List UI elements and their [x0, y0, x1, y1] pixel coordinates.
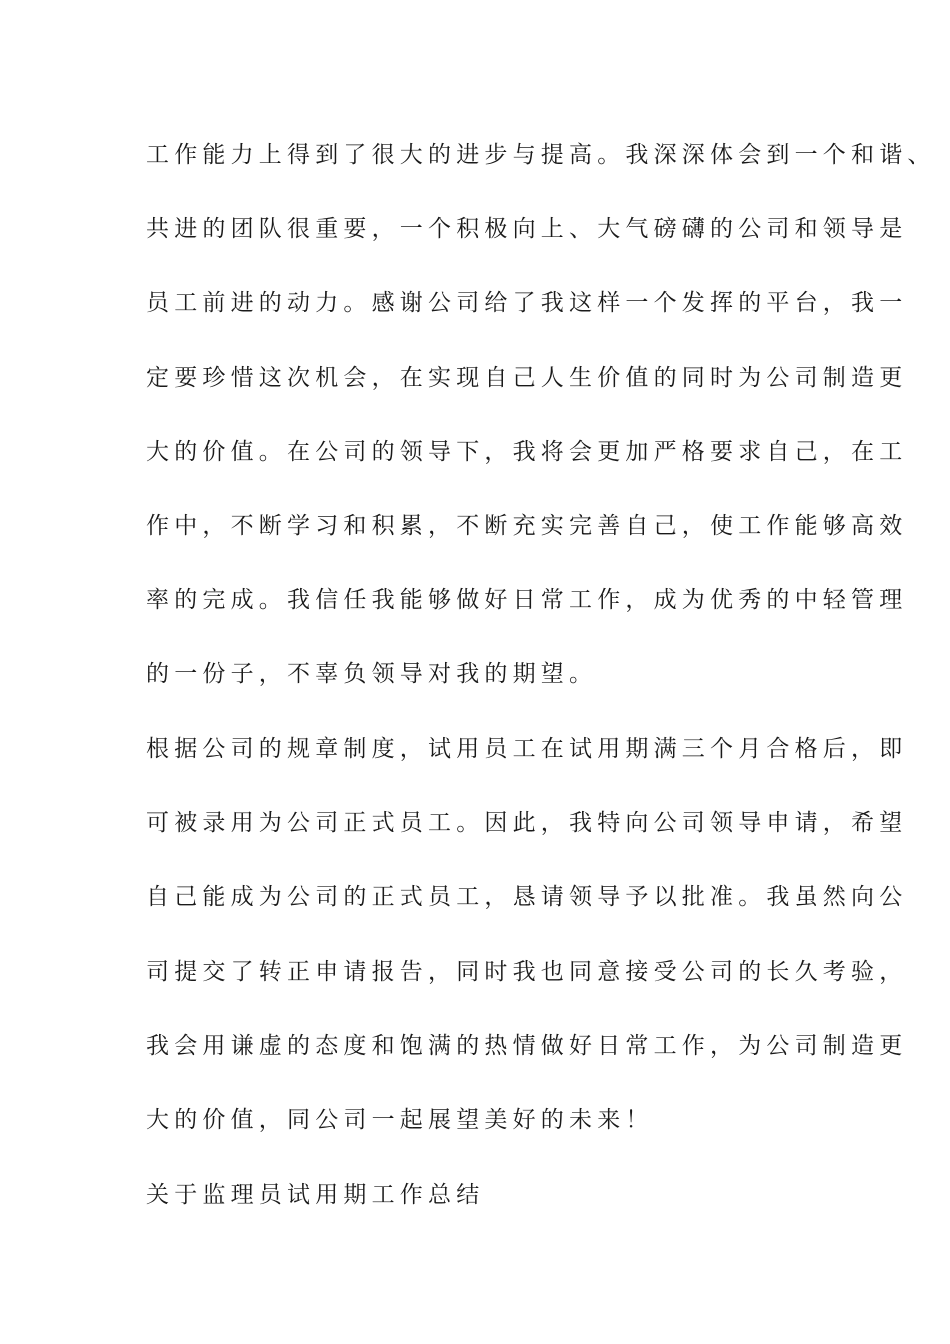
paragraph-2-line-2: 可被录用为公司正式员工。因此，我特向公司领导申请，希望 — [146, 810, 908, 836]
paragraph-2-line-1: 根据公司的规章制度，试用员工在试用期满三个月合格后，即 — [146, 736, 908, 762]
paragraph-1-line-1: 工作能力上得到了很大的进步与提高。我深深体会到一个和谐、 — [146, 142, 936, 168]
paragraph-2-line-6: 大的价值，同公司一起展望美好的未来！ — [146, 1107, 654, 1133]
paragraph-1-line-4: 定要珍惜这次机会，在实现自己人生价值的同时为公司制造更 — [146, 365, 908, 391]
next-section-title: 关于监理员试用期工作总结 — [146, 1182, 485, 1208]
paragraph-1-line-3: 员工前进的动力。感谢公司给了我这样一个发挥的平台，我一 — [146, 290, 908, 316]
paragraph-1-line-6: 作中，不断学习和积累，不断充实完善自己，使工作能够高效 — [146, 513, 908, 539]
paragraph-1-line-8: 的一份子，不辜负领导对我的期望。 — [146, 661, 598, 687]
paragraph-2-line-4: 司提交了转正申请报告，同时我也同意接受公司的长久考验， — [146, 959, 908, 985]
paragraph-1-line-7: 率的完成。我信任我能够做好日常工作，成为优秀的中轻管理 — [146, 587, 908, 613]
paragraph-1-line-2: 共进的团队很重要，一个积极向上、大气磅礴的公司和领导是 — [146, 216, 908, 242]
paragraph-2-line-3: 自己能成为公司的正式员工，恳请领导予以批准。我虽然向公 — [146, 884, 908, 910]
paragraph-1-line-5: 大的价值。在公司的领导下，我将会更加严格要求自己，在工 — [146, 439, 908, 465]
paragraph-2-line-5: 我会用谦虚的态度和饱满的热情做好日常工作，为公司制造更 — [146, 1033, 908, 1059]
